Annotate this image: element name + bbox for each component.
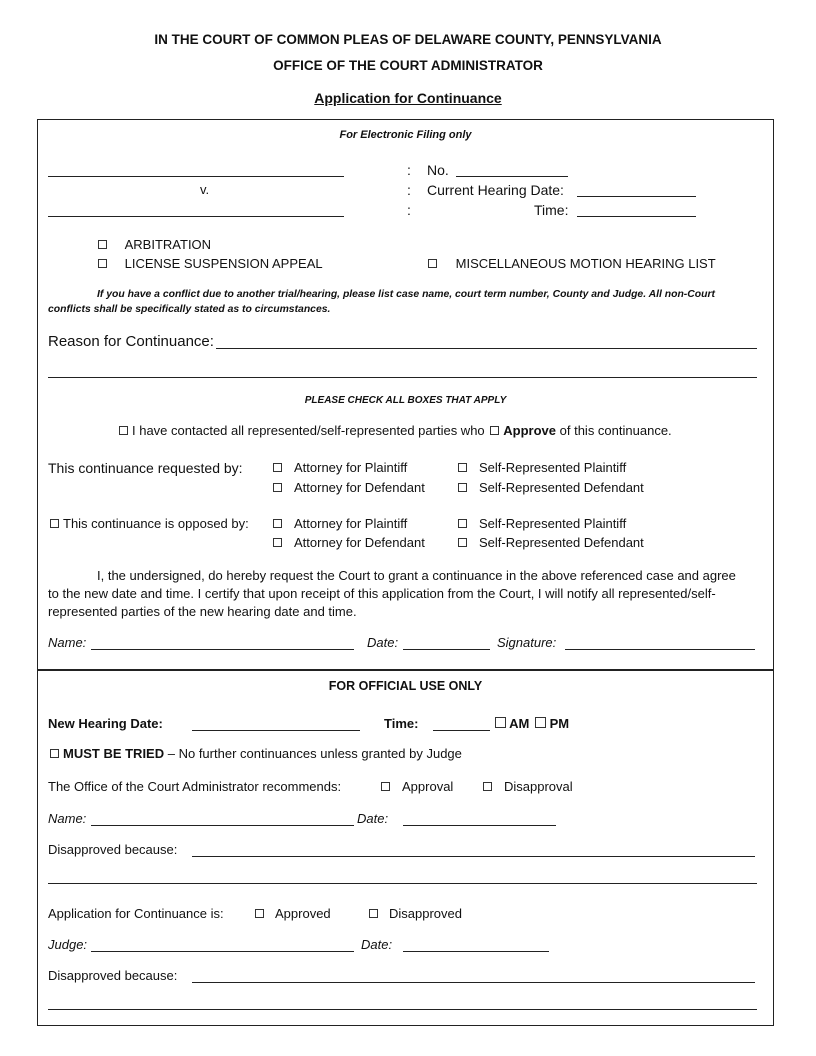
check-all-note: PLEASE CHECK ALL BOXES THAT APPLY: [304, 395, 507, 406]
misc-option[interactable]: [428, 256, 716, 271]
judge-approved-checkbox[interactable]: [255, 909, 264, 918]
misc-label: MISCELLANEOUS MOTION HEARING LIST: [455, 256, 716, 271]
req-self-plaintiff[interactable]: [458, 460, 626, 475]
opposed-checkbox[interactable]: [50, 519, 59, 528]
judge-disapproved-checkbox[interactable]: [369, 909, 378, 918]
court-heading: IN THE COURT OF COMMON PLEAS OF DELAWARE COUNTY, PENNSYLVANIA: [154, 32, 662, 47]
license-label: LICENSE SUSPENSION APPEAL: [124, 256, 323, 271]
recommends-label: The Office of the Court Administrator recommends:: [48, 779, 342, 794]
opp-atty-plaintiff-checkbox[interactable]: [273, 519, 282, 528]
disapproved-because-line-2[interactable]: [48, 883, 757, 884]
req-self-plaintiff-label: Self-Represented Plaintiff: [479, 460, 627, 475]
opp-atty-defendant[interactable]: [273, 535, 425, 550]
approve-label: Approve: [503, 423, 557, 438]
opp-atty-defendant-checkbox[interactable]: [273, 538, 282, 547]
req-self-defendant[interactable]: [458, 480, 644, 495]
official-title: FOR OFFICIAL USE ONLY: [328, 679, 483, 693]
req-atty-plaintiff-checkbox[interactable]: [273, 463, 282, 472]
case-no-line[interactable]: [456, 176, 568, 177]
requested-label: This continuance requested by:: [48, 460, 243, 476]
judge-disapproved[interactable]: [369, 906, 462, 921]
certification-line1: I, the undersigned, do hereby request the Court to grant a continuance in the above referenced case and agree: [97, 568, 736, 583]
new-hearing-line[interactable]: [192, 730, 360, 731]
contacted-text-1: I have contacted all represented/self-represented parties who: [132, 423, 485, 438]
pm-checkbox[interactable]: [535, 717, 546, 728]
opp-self-plaintiff[interactable]: [458, 516, 626, 531]
license-checkbox[interactable]: [98, 259, 107, 268]
rec-approval-checkbox[interactable]: [381, 782, 390, 791]
disapproved-because2-line-2[interactable]: [48, 1009, 757, 1010]
judge-disapproved-label: Disapproved: [389, 906, 462, 921]
must-be-tried-checkbox[interactable]: [50, 749, 59, 758]
new-hearing-label: New Hearing Date:: [48, 716, 163, 731]
opp-self-defendant-checkbox[interactable]: [458, 538, 467, 547]
case-no-label: No.: [427, 162, 449, 178]
conflict-note-line2: conflicts shall be specifically stated as to circumstances.: [48, 304, 331, 315]
signature-label: Signature:: [497, 635, 557, 650]
opp-atty-defendant-label: Attorney for Defendant: [294, 535, 425, 550]
admin-date-label: Date:: [357, 811, 389, 826]
colon-3: :: [407, 202, 411, 218]
arbitration-checkbox[interactable]: [98, 240, 107, 249]
rec-disapproval[interactable]: [483, 779, 573, 794]
req-self-defendant-label: Self-Represented Defendant: [479, 480, 644, 495]
sign-date-label: Date:: [367, 635, 399, 650]
admin-date-line[interactable]: [403, 825, 556, 826]
disapproved-because-label-2: Disapproved because:: [48, 968, 178, 983]
judge-approved[interactable]: [255, 906, 331, 921]
sign-name-line[interactable]: [91, 649, 354, 650]
am-pm-group: [495, 716, 569, 731]
judge-date-line[interactable]: [403, 951, 549, 952]
req-atty-defendant-checkbox[interactable]: [273, 483, 282, 492]
rec-approval-label: Approval: [402, 779, 454, 794]
req-self-defendant-checkbox[interactable]: [458, 483, 467, 492]
opposed-label: This continuance is opposed by:: [63, 516, 249, 531]
new-time-label: Time:: [384, 716, 419, 731]
opp-self-plaintiff-label: Self-Represented Plaintiff: [479, 516, 627, 531]
opp-atty-plaintiff[interactable]: [273, 516, 407, 531]
must-be-tried-text: – No further continuances unless granted by Judge: [167, 746, 462, 761]
contacted-text-2: of this continuance.: [559, 423, 672, 438]
must-be-tried-label: MUST BE TRIED: [63, 746, 165, 761]
time-line[interactable]: [577, 216, 696, 217]
judge-line[interactable]: [91, 951, 354, 952]
sign-date-line[interactable]: [403, 649, 490, 650]
pm-label: PM: [549, 716, 570, 731]
disapproved-because-label: Disapproved because:: [48, 842, 178, 857]
reason-label: Reason for Continuance:: [48, 333, 214, 350]
plaintiff-line[interactable]: [48, 176, 344, 177]
am-checkbox[interactable]: [495, 717, 506, 728]
disapproved-because2-line-1[interactable]: [192, 982, 755, 983]
must-be-tried-row: [50, 746, 462, 761]
reason-line-1[interactable]: [216, 348, 757, 349]
req-atty-defendant[interactable]: [273, 480, 425, 495]
opp-atty-plaintiff-label: Attorney for Plaintiff: [294, 516, 408, 531]
certification-line3: represented parties of the new hearing date and time.: [48, 604, 357, 619]
hearing-date-line[interactable]: [577, 196, 696, 197]
filing-note: For Electronic Filing only: [339, 129, 472, 141]
judge-label: Judge:: [48, 937, 88, 952]
judge-approved-label: Approved: [275, 906, 331, 921]
defendant-line[interactable]: [48, 216, 344, 217]
rec-approval[interactable]: [381, 779, 453, 794]
req-atty-plaintiff[interactable]: [273, 460, 407, 475]
rec-disapproval-label: Disapproval: [504, 779, 573, 794]
versus-label: v.: [200, 182, 210, 197]
colon-2: :: [407, 182, 411, 198]
sign-name-label: Name:: [48, 635, 87, 650]
office-heading: OFFICE OF THE COURT ADMINISTRATOR: [273, 58, 543, 73]
license-option[interactable]: [98, 256, 323, 271]
req-atty-defendant-label: Attorney for Defendant: [294, 480, 425, 495]
conflict-note-line1: If you have a conflict due to another trial/hearing, please list case name, court term number, County and Judge. All non-Court: [97, 289, 715, 300]
arbitration-option[interactable]: [98, 237, 211, 252]
approve-checkbox[interactable]: [490, 426, 499, 435]
signature-line[interactable]: [565, 649, 755, 650]
req-atty-plaintiff-label: Attorney for Plaintiff: [294, 460, 408, 475]
contacted-statement: [119, 423, 672, 438]
reason-line-2[interactable]: [48, 377, 757, 378]
admin-name-line[interactable]: [91, 825, 354, 826]
opp-self-defendant[interactable]: [458, 535, 644, 550]
arbitration-label: ARBITRATION: [124, 237, 212, 252]
opposed-label-group: [50, 516, 249, 531]
judge-date-label: Date:: [361, 937, 393, 952]
disapproved-because-line-1[interactable]: [192, 856, 755, 857]
colon-1: :: [407, 162, 411, 178]
contacted-checkbox[interactable]: [119, 426, 128, 435]
misc-checkbox[interactable]: [428, 259, 437, 268]
am-label: AM: [509, 716, 530, 731]
application-is-label: Application for Continuance is:: [48, 906, 224, 921]
admin-name-label: Name:: [48, 811, 87, 826]
form-title: Application for Continuance: [314, 90, 502, 106]
time-label: Time:: [534, 202, 569, 218]
opp-self-plaintiff-checkbox[interactable]: [458, 519, 467, 528]
new-time-line[interactable]: [433, 730, 490, 731]
hearing-date-label: Current Hearing Date:: [427, 182, 564, 198]
rec-disapproval-checkbox[interactable]: [483, 782, 492, 791]
req-self-plaintiff-checkbox[interactable]: [458, 463, 467, 472]
opp-self-defendant-label: Self-Represented Defendant: [479, 535, 644, 550]
certification-line2: to the new date and time. I certify that upon receipt of this application from the Court, I will notify all represented/self-: [48, 586, 716, 601]
